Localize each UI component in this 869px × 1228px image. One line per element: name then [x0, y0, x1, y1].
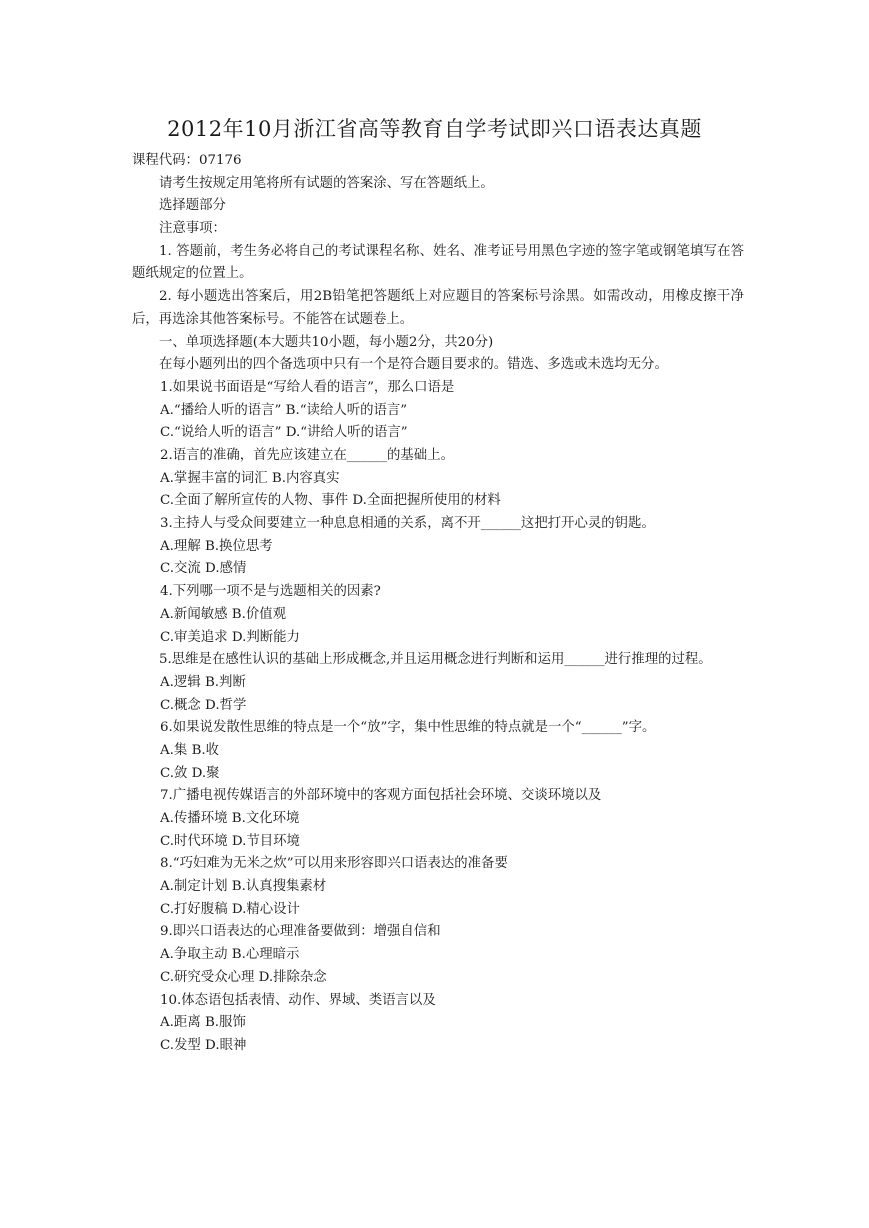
course-code: 课程代码：07176	[132, 153, 242, 168]
question-2: 2.语言的准确，首先应该建立在______的基础上。	[160, 448, 454, 463]
question-1-options-ab: A.“播给人听的语言” B.“读给人听的语言”	[160, 402, 408, 418]
question-8-options-cd: C.打好腹稿 D.精心设计	[160, 901, 300, 917]
question-5-options-cd: C.概念 D.哲学	[160, 697, 247, 713]
question-6-options-ab: A.集 B.收	[160, 742, 220, 758]
notes-heading: 注意事项：	[159, 221, 226, 237]
instruction-text: 请考生按规定用笔将所有试题的答案涂、写在答题纸上。	[159, 175, 494, 191]
part1-description: 在每小题列出的四个备选项中只有一个是符合题目要求的。错选、多选或未选均无分。	[159, 357, 668, 373]
document-title: 2012年10月浙江省高等教育自学考试即兴口语表达真题	[167, 117, 702, 141]
question-9: 9.即兴口语表达的心理准备要做到：增强自信和	[160, 924, 441, 940]
question-4-options-cd: C.审美追求 D.判断能力	[160, 629, 300, 645]
question-3: 3.主持人与受众间要建立一种息息相通的关系，离不开______这把打开心灵的钥匙。	[160, 516, 655, 532]
document-body	[132, 150, 744, 1058]
note-2: 2. 每小题选出答案后，用2B铅笔把答题纸上对应题目的答案标号涂黑。如需改动，用橡皮擦干净后，再选涂其他答案标号。不能答在试题卷上。	[132, 289, 744, 327]
question-2-options-ab: A.掌握丰富的词汇 B.内容真实	[160, 470, 340, 486]
question-6-options-cd: C.敛 D.聚	[160, 765, 220, 781]
question-9-options-cd: C.研究受众心理 D.排除杂念	[160, 969, 327, 985]
question-3-options-cd: C.交流 D.感情	[160, 561, 247, 577]
question-2-options-cd: C.全面了解所宣传的人物、事件 D.全面把握所使用的材料	[160, 493, 501, 509]
question-5: 5.思维是在感性认识的基础上形成概念,并且运用概念进行判断和运用______进行推理的过程。	[159, 652, 712, 668]
question-5-options-ab: A.逻辑 B.判断	[160, 674, 246, 690]
question-10-options-ab: A.距离 B.服饰	[160, 1015, 246, 1031]
question-10-options-cd: C.发型 D.眼神	[160, 1037, 247, 1053]
section-heading: 选择题部分	[159, 198, 226, 214]
note-1: 1. 答题前，考生务必将自己的考试课程名称、姓名、准考证号用黑色字迹的签字笔或钢笔填写在答题纸规定的位置上。	[132, 243, 744, 282]
question-10: 10.体态语包括表情、动作、界域、类语言以及	[160, 992, 436, 1008]
question-9-options-ab: A.争取主动 B.心理暗示	[160, 947, 300, 963]
question-4-options-ab: A.新闻敏感 B.价值观	[160, 606, 287, 622]
question-4: 4.下列哪一项不是与选题相关的因素?	[160, 584, 381, 600]
question-7-options-cd: C.时代环境 D.节目环境	[160, 833, 300, 849]
question-1: 1.如果说书面语是“写给人看的语言”，那么口语是	[160, 379, 455, 395]
part1-heading: 一、单项选择题(本大题共10小题，每小题2分，共20分)	[159, 334, 494, 350]
question-8: 8.“巧妇难为无米之炊”可以用来形容即兴口语表达的准备要	[160, 856, 508, 872]
question-6: 6.如果说发散性思维的特点是一个“放”字，集中性思维的特点就是一个“______”字。	[160, 720, 656, 736]
question-7: 7.广播电视传媒语言的外部环境中的客观方面包括社会环境、交谈环境以及	[160, 788, 602, 804]
question-1-options-cd: C.“说给人听的语言” D.“讲给人听的语言”	[160, 425, 408, 441]
question-3-options-ab: A.理解 B.换位思考	[160, 538, 273, 554]
question-8-options-ab: A.制定计划 B.认真搜集素材	[160, 879, 327, 895]
question-7-options-ab: A.传播环境 B.文化环境	[160, 811, 300, 827]
